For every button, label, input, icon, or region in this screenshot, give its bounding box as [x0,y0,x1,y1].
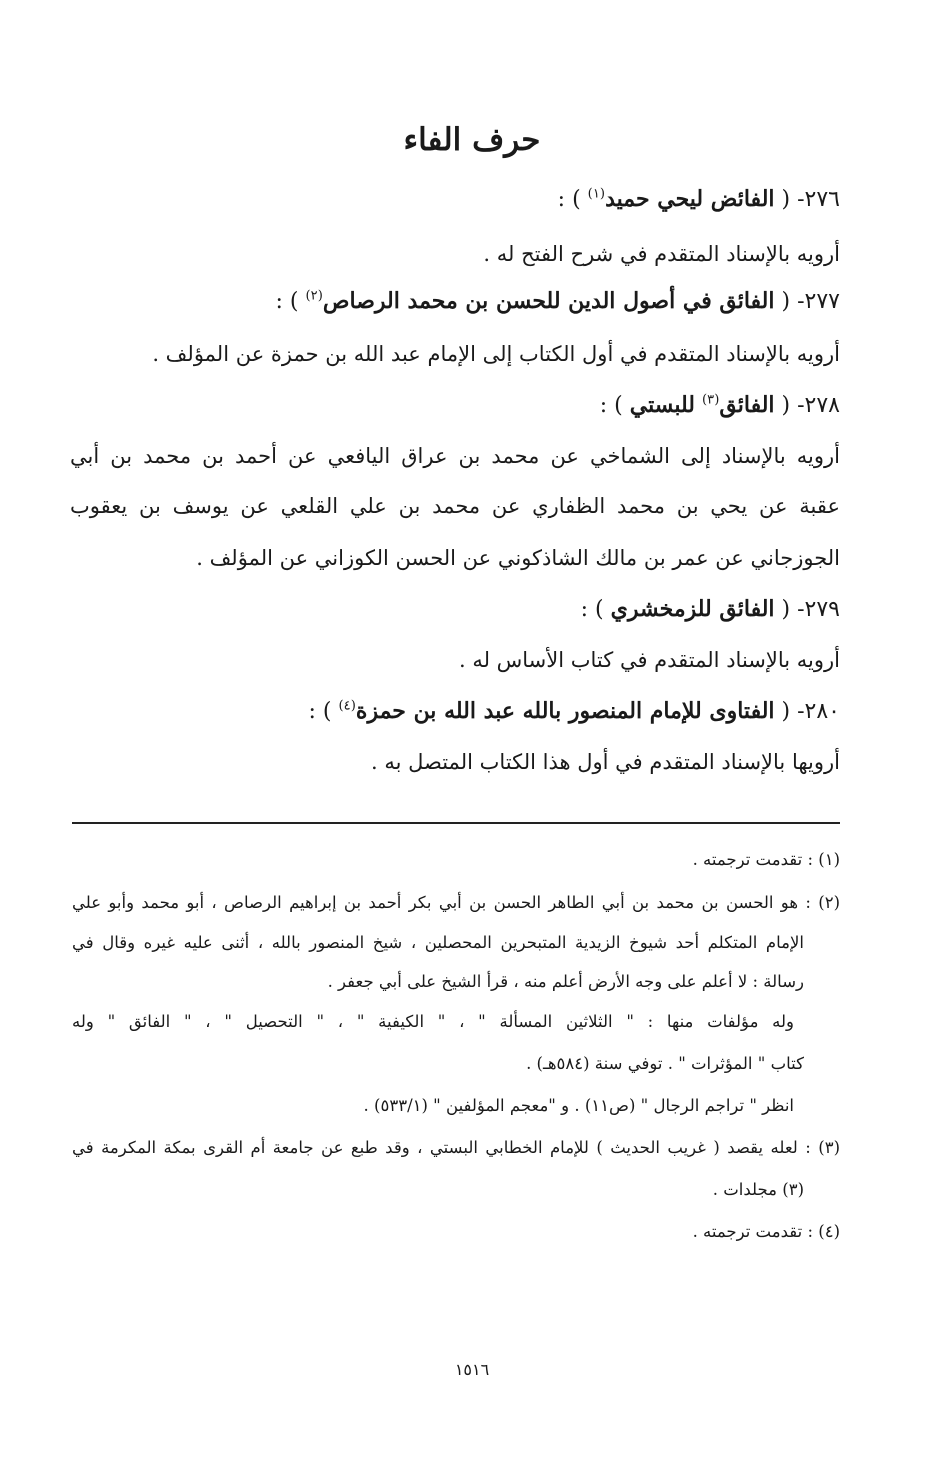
close-paren: ) : [275,289,299,314]
entry-number: ٢٨٠- [797,699,840,724]
entry-title-276 [558,186,840,212]
close-paren: ) : [557,187,581,212]
footnote-2-line-1: (٢) : هو الحسن بن محمد بن أبي الطاهر الحسن بن أبي بكر أحمد بن إبراهيم الرصاص ، أبو محمد وأبو علي [72,893,840,912]
footnote-2-line-3: رسالة : لا أعلم على وجه الأرض أعلم منه ، قرأ الشيخ على أبي جعفر . [327,972,804,991]
footnote-2-line-5: كتاب " المؤثرات " . توفي سنة (٥٨٤هـ) . [526,1054,804,1073]
footnote-1: (١) : تقدمت ترجمته . [692,850,840,869]
book-title: الفائق [719,392,775,418]
footnote-ref: (١) [587,186,606,202]
footnote-2-line-2: الإمام المتكلم أحد شيوخ الزيدية المتبحرين المحصلين ، شيخ المنصور بالله ، أثنى عليه غيره وقال في [72,933,804,952]
book-title: الفتاوى للإمام المنصور بالله عبد الله بن حمزة [355,698,775,724]
close-paren: ) : [308,699,332,724]
entry-number: ٢٧٦- [797,187,840,212]
book-title: الفائق للزمخشري [610,596,775,622]
entry-body-276: أرويه بالإسناد المتقدم في شرح الفتح له . [483,242,840,266]
entry-title-280 [309,698,840,724]
open-paren: ( [781,289,791,314]
section-heading: حرف الفاء [403,122,541,158]
close-paren: ) : [580,597,604,622]
footnote-4: (٤) : تقدمت ترجمته . [692,1222,840,1241]
footnote-ref: (٢) [305,288,323,304]
footnote-ref: (٤) [338,698,356,714]
entry-number: ٢٧٨- [797,393,840,418]
close-paren: ) : [599,393,623,418]
footnote-ref: (٣) [701,392,720,408]
open-paren: ( [781,187,791,212]
entry-number: ٢٧٩- [797,597,840,622]
book-author: للبستي [629,392,695,418]
open-paren: ( [781,699,791,724]
footnote-separator [72,822,840,824]
entry-body-278-line-2: عقبة عن يحي بن محمد الظفاري عن محمد بن علي القلعي عن يوسف بن يعقوب [70,494,840,518]
entry-body-279: أرويه بالإسناد المتقدم في كتاب الأساس له . [458,648,840,672]
entry-number: ٢٧٧- [797,289,840,314]
entry-body-280: أرويها بالإسناد المتقدم في أول هذا الكتاب المتصل به . [370,750,840,774]
entry-body-277: أرويه بالإسناد المتقدم في أول الكتاب إلى الإمام عبد الله بن حمزة عن المؤلف . [152,342,840,366]
book-title: الفائض ليحي حميد [605,186,775,212]
entry-title-279 [581,596,840,622]
book-title: الفائق في أصول الدين للحسن بن محمد الرصاص [322,288,775,314]
footnote-3-line-1: (٣) : لعله يقصد ( غريب الحديث ) للإمام الخطابي البستي ، وقد طبع عن جامعة أم القرى بمكة المكرمة في [72,1138,840,1157]
entry-body-278-line-1: أرويه بالإسناد إلى الشماخي عن محمد بن عراق اليافعي عن أحمد بن محمد بن أبي [70,444,840,468]
page-number: ١٥١٦ [454,1360,490,1379]
entry-body-278-line-3: الجوزجاني عن عمر بن مالك الشاذكوني عن الحسن الكوزاني عن المؤلف . [196,546,840,570]
footnote-2-line-6: انظر " تراجم الرجال " (ص١١) . و "معجم المؤلفين " (٥٣٣/١) . [363,1096,794,1115]
footnote-3-line-2: (٣) مجلدات . [712,1180,804,1199]
entry-title-277 [276,288,840,314]
entry-title-278 [600,392,840,418]
open-paren: ( [781,393,791,418]
open-paren: ( [781,597,791,622]
footnote-2-line-4: وله مؤلفات منها : " الثلاثين المسألة " ، " الكيفية " ، " التحصيل " ، " الفائق " وله [72,1012,794,1031]
